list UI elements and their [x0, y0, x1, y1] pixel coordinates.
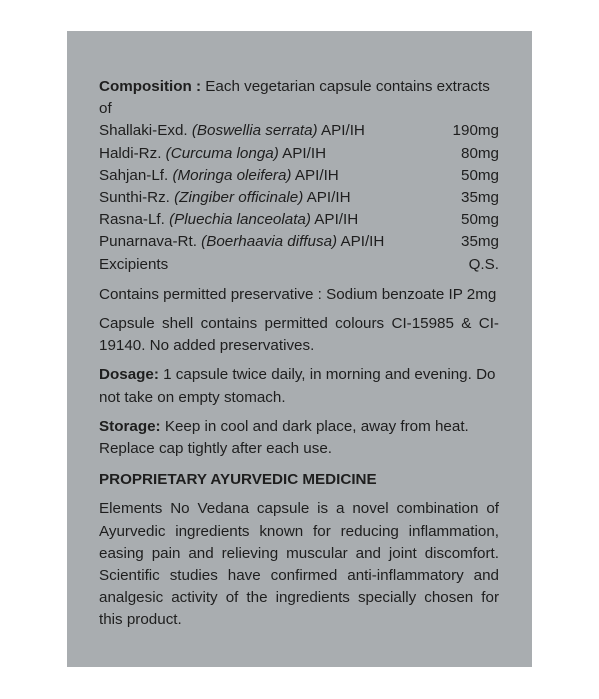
- excipients-name: Excipients: [99, 255, 169, 273]
- ingredient-name: Sahjan-Lf. (Moringa oleifera) API/IH: [99, 166, 339, 184]
- ingredient-amount: 50mg: [461, 166, 499, 184]
- dosage-label: Dosage:: [99, 366, 159, 384]
- storage-section: [99, 416, 499, 460]
- capsule-shell-note: Capsule shell contains permitted colours CI-15985 & CI-19140. No added preservatives.: [99, 315, 499, 355]
- ingredient-name: Punarnava-Rt. (Boerhaavia diffusa) API/IH: [99, 233, 385, 251]
- ingredient-name: Sunthi-Rz. (Zingiber officinale) API/IH: [99, 189, 351, 207]
- ingredient-name: Shallaki-Exd. (Boswellia serrata) API/IH: [99, 122, 365, 140]
- excipients-row: [99, 254, 499, 276]
- storage-text: Keep in cool and dark place, away from heat. Replace cap tightly after each use.: [99, 417, 469, 458]
- ingredient-name: Rasna-Lf. (Pluechia lanceolata) API/IH: [99, 211, 359, 229]
- ingredient-amount: 35mg: [461, 233, 499, 251]
- composition-intro: [99, 76, 499, 120]
- ingredient-row: [99, 143, 499, 165]
- ingredient-amount: 80mg: [461, 144, 499, 162]
- ingredient-amount: 50mg: [461, 211, 499, 229]
- preservative-note: Contains permitted preservative : Sodium benzoate IP 2mg: [99, 285, 497, 303]
- ingredient-amount: 190mg: [452, 122, 499, 140]
- dosage-text: 1 capsule twice daily, in morning and evening. Do not take on empty stomach.: [99, 366, 496, 406]
- ingredient-amount: 35mg: [461, 189, 499, 207]
- label-panel: [67, 31, 532, 667]
- dosage-section: [99, 364, 499, 408]
- storage-label: Storage:: [99, 417, 161, 435]
- ingredient-row: [99, 165, 499, 187]
- ingredient-row: [99, 231, 499, 253]
- section-heading: PROPRIETARY AYURVEDIC MEDICINE: [99, 471, 377, 489]
- composition-label: Composition :: [99, 78, 202, 95]
- ingredient-name: Haldi-Rz. (Curcuma longa) API/IH: [99, 144, 327, 162]
- excipients-amount: Q.S.: [468, 255, 499, 273]
- composition-intro-text: Each vegetarian capsule contains extracts of: [99, 78, 490, 118]
- ingredient-row: [99, 209, 499, 231]
- ingredient-list: [99, 120, 499, 275]
- ingredient-row: [99, 120, 499, 142]
- ingredient-row: [99, 187, 499, 209]
- product-description: Elements No Vedana capsule is a novel combination of Ayurvedic ingredients known for reducing inflammation, easing pain and relieving muscular and joint discomfort. Scientific studies have confirmed anti-inflammatory and analgesic activity of the ingredients specially chosen for this product.: [99, 500, 499, 629]
